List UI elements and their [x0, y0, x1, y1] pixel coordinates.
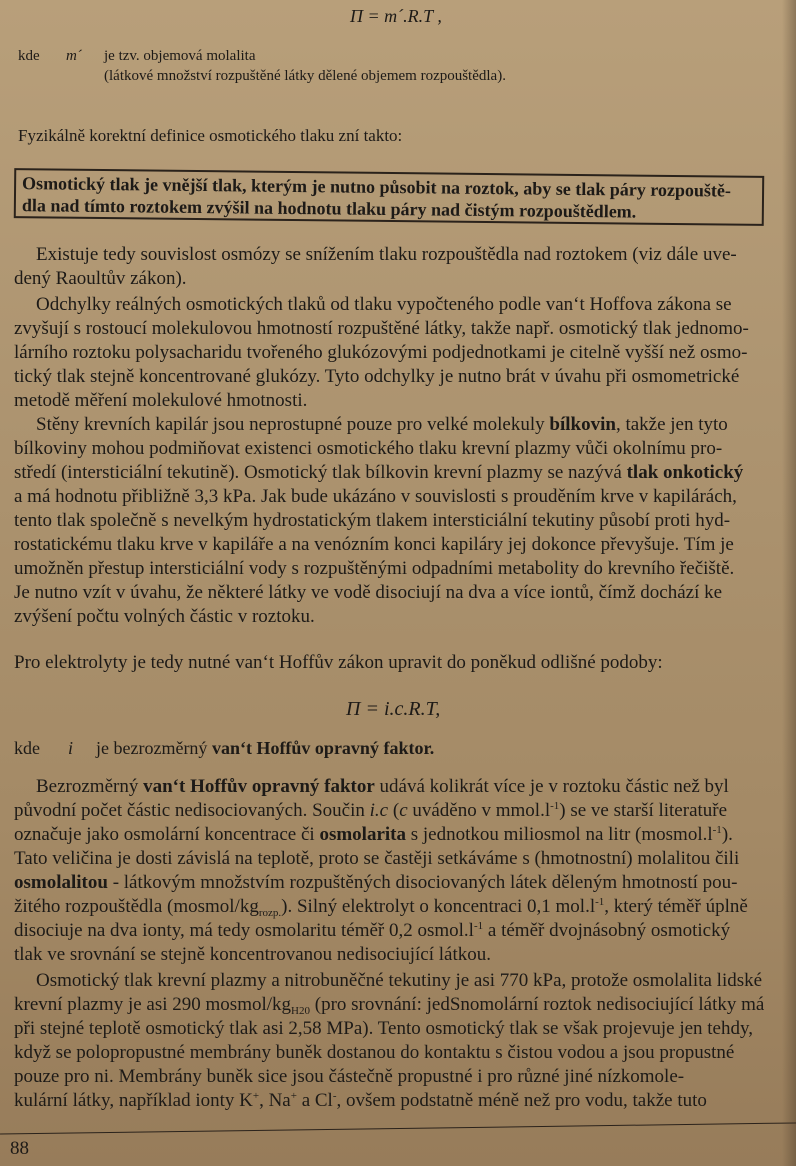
definition-box-line-2: dla nad tímto roztokem zvýšil na hodnotu tlaku páry nad čistým rozpouštědlem.: [21, 195, 637, 222]
text-line: zvýšení počtu volných částic v roztoku.: [14, 606, 315, 627]
text-line: žitého rozpouštědla $(mosmol/kg_{rozp.})$. Silný elektrolyt o koncentraci 0,1 $mol.l^{-1}$, který téměř úplně: [14, 896, 748, 919]
text-line: Odchylky reálných osmotických tlaků od tlaku vypočteného podle van‘t Hoffova zákona se: [36, 294, 732, 315]
definition-text: je tzv. objemová molalita: [104, 48, 256, 64]
text-line: Tato veličina je dosti závislá na teplotě, proto se častěji setkáváme s (hmotnostní) molalitou čili: [14, 848, 740, 869]
page-number: 88: [10, 1138, 29, 1159]
text-line: tlak ve srovnání se stejně koncentrovanou nedisociující látkou.: [14, 944, 491, 965]
text-line: a má hodnotu přibližně 3,3 kPa. Jak bude ukázáno v souvislosti s prouděním krve v kapilárách,: [14, 486, 737, 507]
text-line: označuje jako osmolární koncentrace či osmolarita s jednotkou miliosmol na litr $(mosmol.l^{-1})$.: [14, 824, 733, 845]
text-line: při stejné teplotě osmotický tlak asi 2,58 MPa). Tento osmotický tlak se však projevuje jen tehdy,: [14, 1018, 754, 1039]
text-line: krevní plazmy je asi 290 mosmol/$kg_{H20}$ (pro srovnání: jedSnomolární roztok nedisociující látky má: [14, 994, 765, 1017]
definition-box-line-1: Osmotický tlak je vnější tlak, kterým je nutno působit na roztok, aby se tlak páry rozpouště-: [22, 173, 732, 201]
text-line: metodě měření molekulové hmotnosti.: [14, 390, 308, 411]
definition-symbol: m´: [66, 48, 82, 64]
text-line: lárního roztoku polysacharidu tvořeného glukózovými podjednotkami je citelně vyšší než osmo-: [14, 342, 748, 363]
text-line: Stěny krevních kapilár jsou neprostupné pouze pro velké molekuly bílkovin, takže jen tyto: [36, 414, 728, 435]
definition-text-i: je bezrozměrný van‘t Hoffův opravný faktor.: [96, 738, 435, 758]
text-line: dený Raoultův zákon).: [14, 268, 187, 289]
text-line: Osmotický tlak krevní plazmy a nitrobuněčné tekutiny je asi 770 kPa, protože osmolalita lidské: [36, 970, 763, 991]
intro-sentence: Fyzikálně korektní definice osmotického tlaku zní takto:: [18, 126, 403, 145]
text-line: pouze pro ni. Membrány buněk sice jsou částečně propustné i pro různé jiné nízkomole-: [14, 1066, 685, 1087]
electrolytes-sentence: Pro elektrolyty je tedy nutné van‘t Hoffův zákon upravit do poněkud odlišné podoby:: [14, 652, 663, 673]
footer-rule: [0, 1122, 796, 1134]
text-line: Bezrozměrný van‘t Hoffův opravný faktor udává kolikrát více je v roztoku částic než byl: [36, 776, 729, 797]
definition-box: [14, 168, 764, 226]
text-line: disociuje na dva ionty, má tedy osmolaritu téměř 0,2 $osmol.l^{-1}$ a téměř dvojnásobný osmotický: [14, 920, 731, 941]
text-line: zvyšují s rostoucí molekulovou hmotností rozpuštěné látky, takže např. osmotický tlak jednomo-: [14, 318, 749, 339]
equation-osmotic-molality: Π = m´.R.T ,: [350, 6, 442, 26]
equation-vant-hoff: Π = i.c.R.T,: [346, 698, 441, 720]
text-line: Je nutno vzít v úvahu, že některé látky ve vodě disociují na dva a více iontů, čímž dochází ke: [14, 582, 723, 603]
text-line: Existuje tedy souvislost osmózy se snížením tlaku rozpouštědla nad roztokem (viz dále uve-: [36, 244, 737, 265]
definition-symbol-i: i: [68, 738, 74, 758]
text-line: když se polopropustné membrány buněk dostanou do kontaktu s čistou vodou a jsou propustné: [14, 1042, 735, 1063]
definition-text-2: (látkové množství rozpuštěné látky dělené objemem rozpouštědla).: [104, 68, 506, 84]
text-line: původní počet částic nedisociovaných. Součin i.c (c uváděno v $mmol.l^{-1}$) se ve starší literatuře: [14, 800, 728, 821]
text-line: umožněn přestup intersticiální vody s rozpuštěnými odpadními metabolity do krevního řečiště.: [14, 558, 735, 579]
text-line: kulární látky, například ionty K+, Na+ a Cl-, ovšem podstatně méně než pro vodu, takže tuto: [14, 1090, 707, 1111]
text-line: rostatickému tlaku krve v kapiláře a na venózním konci kapiláry jej dokonce převyšuje. Tím je: [14, 534, 734, 555]
text-line: bílkoviny mohou podmiňovat existenci osmotického tlaku krevní plazmy vůči okolnímu pro-: [14, 438, 723, 459]
definition-kde-label: kde: [18, 48, 40, 64]
definition-kde-label-2: kde: [14, 738, 40, 758]
text-line: středí (intersticiální tekutině). Osmotický tlak bílkovin krevní plazmy se nazývá tlak onkotický: [14, 462, 744, 483]
binding-shadow: [782, 0, 796, 1166]
text-line: tický tlak stejně koncentrované glukózy. Tyto odchylky je nutno brát v úvahu při osmometrické: [14, 366, 740, 387]
text-line: tento tlak společně s nevelkým hydrostatickým tlakem intersticiální tekutiny působí proti hyd-: [14, 510, 731, 531]
text-line: osmolalitou - látkovým množstvím rozpuštěných disociovaných látek děleným hmotností pou-: [14, 872, 738, 893]
